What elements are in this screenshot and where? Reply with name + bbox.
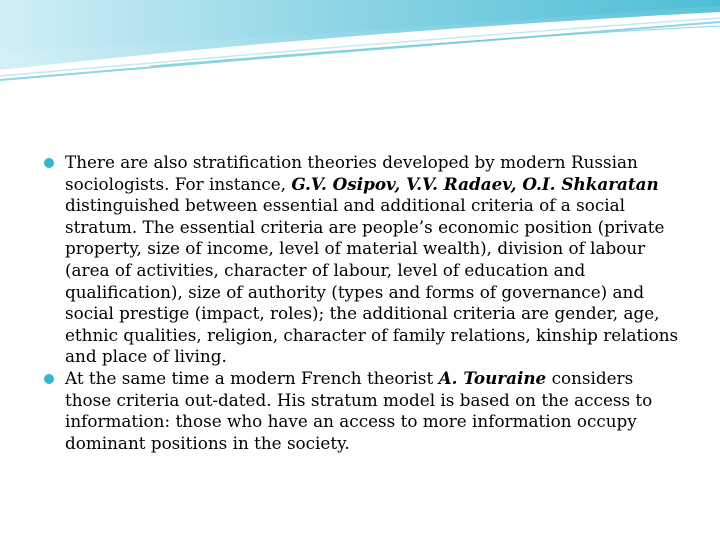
bullet-dot-icon [44, 374, 54, 384]
bullet-authors-2: A. Touraine [438, 367, 547, 388]
bullet-text-2b: considers those criteria out-dated. His stratum model is based on the access to information: those who have an access to more information occupy dominant positions in the society. [65, 367, 653, 453]
bullet-item-2 [44, 368, 684, 454]
header-wave-decoration [0, 0, 720, 90]
bullet-list [44, 152, 684, 454]
bullet-text-1a: There are also stratification theories developed by modern Russian sociologists. For instance, [65, 152, 638, 194]
bullet-text-1b: distinguished between essential and additional criteria of a social stratum. The essential criteria are people’s economic position (private property, size of income, level of material wealth), division of labour (area of activities, character of labour, level of education and qualification), size of authority (types and forms of governance) and social prestige (impact, roles); the additional criteria are gender, age, ethnic qualities, religion, character of family relations, kinship relations and place of living. [65, 195, 679, 367]
bullet-text-2a: At the same time a modern French theorist [65, 367, 439, 388]
bullet-item-1 [44, 152, 684, 368]
bullet-authors-1: G.V. Osipov, V.V. Radaev, O.I. Shkaratan [291, 173, 659, 194]
bullet-dot-icon [44, 158, 54, 168]
